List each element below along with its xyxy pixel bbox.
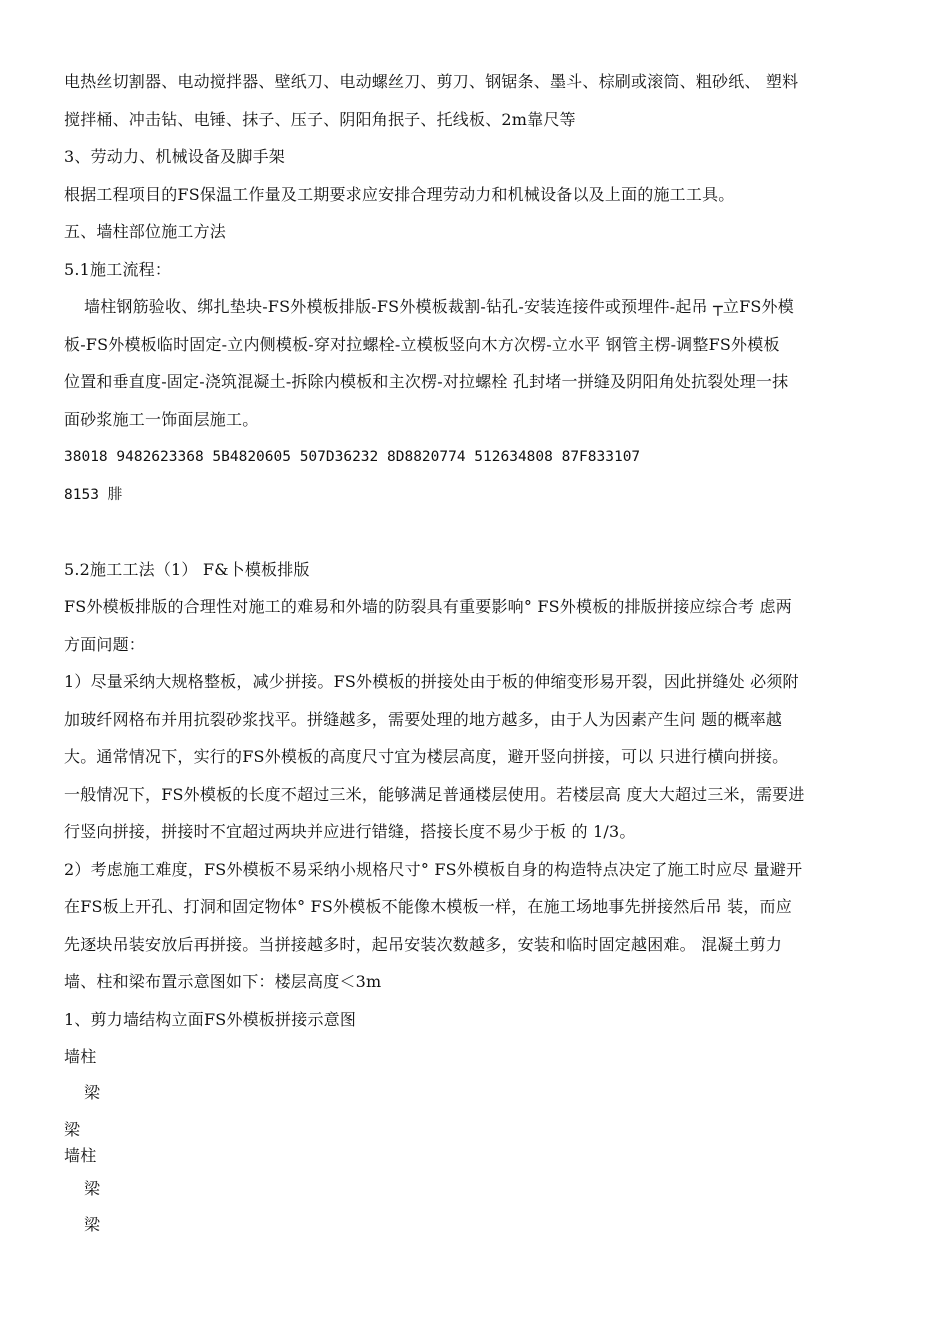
text-line-labor: 根据工程项目的FS保温工作量及工期要求应安排合理劳动力和机械设备以及上面的施工工具。: [64, 185, 735, 204]
text-line-point1-4: 一般情况下，FS外模板的长度不超过三米，能够满足普通楼层使用。若楼层高 度大大超过三米，需要进: [64, 785, 805, 804]
text-line-method-1: FS外模板排版的合理性对施工的难易和外墙的防裂具有重要影响° FS外模板的排版拼接应综合考 虑两: [64, 597, 792, 616]
text-line-point1-2: 加玻纤网格布并用抗裂砂浆找平。拼缝越多，需要处理的地方越多，由于人为因素产生问 题的概率越: [64, 710, 783, 729]
text-line-point2-4: 墙、柱和梁布置示意图如下：楼层高度＜3m: [64, 972, 382, 991]
section-heading-wall-column: 五、墙柱部位施工方法: [64, 222, 227, 241]
text-line-point2-2: 在FS板上开孔、打洞和固定物体° FS外模板不能像木模板一样，在施工场地事先拼接然后吊 装，而应: [64, 897, 792, 916]
text-line-process-1: 墙柱钢筋验收、绑扎垫块-FS外模板排版-FS外模板裁割-钻孔-安装连接件或预埋件-起吊 ┬立FS外模: [84, 297, 794, 316]
text-line-codes: 38018 9482623368 5B4820605 507D36232 8D8820774 512634808 87F833107: [64, 449, 641, 465]
diagram-label-wall-column: 墙柱: [64, 1047, 97, 1066]
text-line-process-4: 面砂浆施工一饰面层施工。: [64, 410, 259, 429]
subsection-heading-process: 5.1施工流程：: [64, 260, 172, 279]
text-line-point2-3: 先逐块吊装安放后再拼接。当拼接越多时，起吊安装次数越多，安装和临时固定越困难。 混凝土剪力: [64, 935, 783, 954]
text-line-point2-1: 2）考虑施工难度，FS外模板不易采纳小规格尺寸° FS外模板自身的构造特点决定了施工时应尽 量避开: [64, 860, 803, 879]
text-line-tools-2: 搅拌桶、冲击钻、电锤、抹子、压子、阴阳角抿子、托线板、2m靠尺等: [64, 110, 576, 129]
text-line-point1-1: 1）尽量采纳大规格整板，减少拼接。FS外模板的拼接处由于板的伸缩变形易开裂，因此拼缝处 必须附: [64, 672, 799, 691]
text-line-method-2: 方面问题：: [64, 635, 146, 654]
text-line-point1-3: 大。通常情况下，实行的FS外模板的高度尺寸宜为楼层高度，避开竖向拼接，可以 只进行横向拼接。: [64, 747, 789, 766]
text-line-process-2: 板-FS外模板临时固定-立内侧模板-穿对拉螺栓-立模板竖向木方次楞-立水平 钢管主楞-调整FS外模板: [64, 335, 780, 354]
diagram-label-beam: 梁: [84, 1083, 101, 1102]
section-heading-labor: 3、劳动力、机械设备及脚手架: [64, 147, 285, 166]
text-line-codes-2: 8153 腓: [64, 487, 123, 503]
diagram-label-beam: 梁: [84, 1215, 101, 1234]
subsection-heading-method: 5.2施工工法（1） F&卜模板排版: [64, 560, 310, 579]
figure-caption: 1、剪力墙结构立面FS外模板拼接示意图: [64, 1010, 357, 1029]
diagram-label-wall-column: 墙柱: [64, 1146, 97, 1165]
text-line-process-3: 位置和垂直度-固定-浇筑混凝土-拆除内模板和主次楞-对拉螺栓 孔封堵一拼缝及阴阳角处抗裂处理一抹: [64, 372, 789, 391]
text-line-tools-1: 电热丝切割器、电动搅拌器、壁纸刀、电动螺丝刀、剪刀、钢锯条、墨斗、棕刷或滚筒、粗砂纸、 塑料: [64, 72, 799, 91]
text-line-point1-5: 行竖向拼接，拼接时不宜超过两块并应进行错缝，搭接长度不易少于板 的 1/3。: [64, 822, 636, 841]
diagram-label-beam: 梁: [84, 1179, 101, 1198]
diagram-label-beam: 梁: [64, 1120, 81, 1139]
